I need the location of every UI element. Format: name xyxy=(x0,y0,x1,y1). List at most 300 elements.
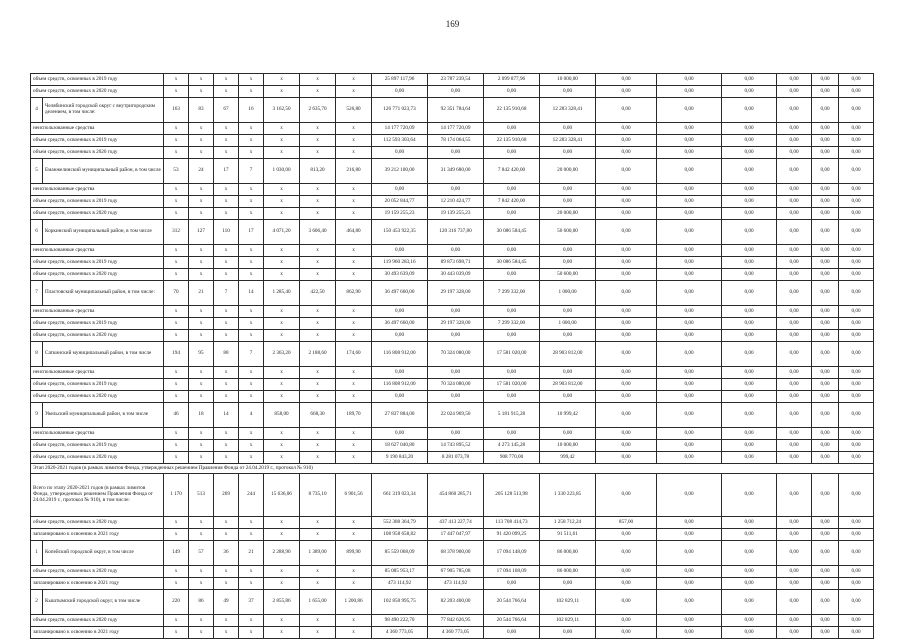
table-cell: 0,00 xyxy=(540,196,596,208)
table-cell: 0,00 xyxy=(722,578,777,590)
table-cell: 526,80 xyxy=(336,98,372,123)
table-cell: x xyxy=(264,578,300,590)
table-cell: 0,00 xyxy=(484,578,540,590)
table-cell: 0,00 xyxy=(722,342,777,367)
table-cell: 1 030,00 xyxy=(264,159,300,184)
table-cell: 21 xyxy=(239,541,264,566)
table-cell: x xyxy=(264,184,300,196)
table-cell: x xyxy=(300,196,336,208)
table-cell: x xyxy=(214,208,239,220)
table-cell: 17 xyxy=(214,159,239,184)
table-cell: x xyxy=(264,196,300,208)
table-cell: 0,00 xyxy=(657,529,722,541)
table-cell: 0,00 xyxy=(484,627,540,639)
table-cell: 28 903 812,00 xyxy=(540,342,596,367)
table-cell: 21 xyxy=(189,281,214,306)
table-cell: x xyxy=(214,306,239,318)
table-cell: 0,00 xyxy=(657,86,722,98)
table-cell: 6 901,56 xyxy=(336,474,372,517)
table-cell: x xyxy=(189,452,214,464)
table-cell: x xyxy=(239,86,264,98)
table-cell: 0,00 xyxy=(722,306,777,318)
table-cell: 70 324 080,00 xyxy=(428,379,484,391)
table-cell: 77 842 626,95 xyxy=(428,615,484,627)
table-cell: 0,00 xyxy=(657,379,722,391)
table-cell: 0,00 xyxy=(777,330,812,342)
table-cell: 119 960 283,16 xyxy=(372,257,428,269)
table-cell: 0,00 xyxy=(596,440,657,452)
table-cell: 3 606,40 xyxy=(300,220,336,245)
table-cell: x xyxy=(214,135,239,147)
table-cell: x xyxy=(264,615,300,627)
table-cell: 0,00 xyxy=(812,440,839,452)
table-cell: x xyxy=(300,86,336,98)
table-cell: 0,00 xyxy=(722,74,777,86)
table-cell: 120 316 737,80 xyxy=(428,220,484,245)
table-cell: x xyxy=(164,257,189,269)
detail-row xyxy=(31,257,874,269)
table-cell: 552 380 364,79 xyxy=(372,517,428,529)
table-cell: 0,00 xyxy=(777,474,812,517)
table-cell: 0,00 xyxy=(657,123,722,135)
table-cell: x xyxy=(300,517,336,529)
table-cell: 0,00 xyxy=(596,257,657,269)
table-cell: x xyxy=(336,330,372,342)
table-cell: 7 xyxy=(214,281,239,306)
table-cell: x xyxy=(189,208,214,220)
row-label: неиспользованные средства xyxy=(31,367,164,379)
table-cell: x xyxy=(264,135,300,147)
table-cell: x xyxy=(336,627,372,639)
table-cell: x xyxy=(164,196,189,208)
table-cell: 473 114,92 xyxy=(372,578,428,590)
table-cell: 1 258 712,24 xyxy=(540,517,596,529)
table-cell: x xyxy=(164,379,189,391)
table-cell: 0,00 xyxy=(722,196,777,208)
row-label: объем средств, освоенных в 2020 году xyxy=(31,269,164,281)
table-cell: 0,00 xyxy=(428,245,484,257)
table-cell: 0,00 xyxy=(657,220,722,245)
table-cell: 0,00 xyxy=(839,147,874,159)
table-cell: 0,00 xyxy=(596,627,657,639)
table-cell: x xyxy=(264,379,300,391)
table-cell: 57 xyxy=(189,541,214,566)
table-cell: 17 447 047,97 xyxy=(428,529,484,541)
table-cell: 14 177 720,09 xyxy=(428,123,484,135)
table-cell: 0,00 xyxy=(777,517,812,529)
table-cell: 0,00 xyxy=(812,257,839,269)
table-cell: 0,00 xyxy=(812,627,839,639)
table-cell: 0,00 xyxy=(657,281,722,306)
table-cell: x xyxy=(164,367,189,379)
table-cell: x xyxy=(164,578,189,590)
table-cell: x xyxy=(214,184,239,196)
table-cell: 50 600,00 xyxy=(540,269,596,281)
table-cell: 0,00 xyxy=(596,590,657,615)
table-cell: x xyxy=(336,257,372,269)
row-label: запланировано к освоению в 2021 году xyxy=(31,529,164,541)
table-cell: 1 000,00 xyxy=(540,318,596,330)
table-cell: 86 000,00 xyxy=(540,541,596,566)
table-cell: 127 xyxy=(189,220,214,245)
table-cell: x xyxy=(189,257,214,269)
table-cell: 113 708 414,73 xyxy=(484,517,540,529)
table-cell: x xyxy=(189,318,214,330)
table-cell: 0,00 xyxy=(372,86,428,98)
table-cell: 85 085 953,17 xyxy=(372,566,428,578)
table-cell: 37 xyxy=(239,590,264,615)
table-cell: x xyxy=(300,367,336,379)
table-cell: 0,00 xyxy=(596,306,657,318)
table-cell: x xyxy=(239,269,264,281)
table-cell: 67 905 785,08 xyxy=(428,566,484,578)
table-cell: 0,00 xyxy=(596,208,657,220)
table-cell: 0,00 xyxy=(540,184,596,196)
table-cell: x xyxy=(300,245,336,257)
municipality-row xyxy=(31,342,874,367)
table-cell: 0,00 xyxy=(777,269,812,281)
table-cell: 88 xyxy=(214,342,239,367)
table-cell: 0,00 xyxy=(657,257,722,269)
table-cell: 0,00 xyxy=(839,379,874,391)
table-body xyxy=(31,74,874,639)
table-cell: 92 351 784,64 xyxy=(428,98,484,123)
municipality-row xyxy=(31,403,874,428)
table-cell: 0,00 xyxy=(657,428,722,440)
table-cell: 0,00 xyxy=(657,330,722,342)
row-number: 8 xyxy=(31,342,43,367)
table-cell: x xyxy=(189,196,214,208)
table-cell: 30 443 039,09 xyxy=(428,269,484,281)
table-cell: x xyxy=(214,196,239,208)
table-cell: 4 273 145,28 xyxy=(484,440,540,452)
table-cell: 0,00 xyxy=(839,184,874,196)
table-cell: 0,00 xyxy=(596,184,657,196)
table-cell: x xyxy=(336,74,372,86)
table-cell: 0,00 xyxy=(777,541,812,566)
table-cell: x xyxy=(189,269,214,281)
table-cell: 0,00 xyxy=(372,367,428,379)
table-cell: x xyxy=(239,428,264,440)
table-cell: 0,00 xyxy=(839,367,874,379)
table-cell: 98 490 222,70 xyxy=(372,615,428,627)
table-cell: 0,00 xyxy=(812,379,839,391)
table-cell: 0,00 xyxy=(812,123,839,135)
detail-row xyxy=(31,318,874,330)
table-cell: x xyxy=(164,517,189,529)
table-cell: 464,80 xyxy=(336,220,372,245)
table-cell: 0,00 xyxy=(839,403,874,428)
table-cell: 0,00 xyxy=(812,318,839,330)
table-cell: 0,00 xyxy=(657,452,722,464)
table-cell: x xyxy=(264,318,300,330)
table-cell: 0,00 xyxy=(839,208,874,220)
detail-row xyxy=(31,367,874,379)
table-cell: 163 xyxy=(164,98,189,123)
detail-row xyxy=(31,428,874,440)
table-cell: x xyxy=(189,330,214,342)
table-cell: 0,00 xyxy=(596,615,657,627)
table-cell: 0,00 xyxy=(839,159,874,184)
table-cell: x xyxy=(164,428,189,440)
table-cell: 0,00 xyxy=(777,74,812,86)
table-cell: x xyxy=(239,318,264,330)
table-cell: 20 544 766,64 xyxy=(484,590,540,615)
row-label: объем средств, освоенных в 2019 году xyxy=(31,196,164,208)
row-label: неиспользованные средства xyxy=(31,245,164,257)
table-cell: x xyxy=(264,306,300,318)
detail-row xyxy=(31,391,874,403)
row-label: объем средств, освоенных в 2019 году xyxy=(31,440,164,452)
table-cell: x xyxy=(300,566,336,578)
municipality-row xyxy=(31,281,874,306)
table-cell: 3 162,50 xyxy=(264,98,300,123)
table-cell: x xyxy=(336,318,372,330)
table-cell: 312 xyxy=(164,220,189,245)
detail-row xyxy=(31,74,874,86)
table-cell: 20 000,00 xyxy=(540,208,596,220)
table-cell: 0,00 xyxy=(722,590,777,615)
table-cell: 0,00 xyxy=(484,391,540,403)
detail-row xyxy=(31,517,874,529)
table-cell: 17 xyxy=(239,220,264,245)
table-cell: 39 212 100,00 xyxy=(372,159,428,184)
detail-row xyxy=(31,269,874,281)
table-cell: 0,00 xyxy=(777,452,812,464)
table-cell: 5 181 915,28 xyxy=(484,403,540,428)
table-cell: x xyxy=(239,184,264,196)
table-cell: x xyxy=(164,269,189,281)
table-cell: 0,00 xyxy=(812,517,839,529)
table-cell: 0,00 xyxy=(777,123,812,135)
table-cell: 0,00 xyxy=(596,379,657,391)
table-cell: x xyxy=(264,74,300,86)
table-cell: 0,00 xyxy=(596,529,657,541)
municipality-name: Коркинский муниципальный район, в том числе xyxy=(43,220,164,245)
table-cell: 0,00 xyxy=(812,403,839,428)
table-cell: 2 635,70 xyxy=(300,98,336,123)
table-cell: 8 281 073,78 xyxy=(428,452,484,464)
table-cell: 999,42 xyxy=(540,452,596,464)
table-cell: x xyxy=(336,566,372,578)
table-cell: x xyxy=(336,578,372,590)
table-cell: 0,00 xyxy=(839,615,874,627)
table-cell: x xyxy=(264,517,300,529)
table-cell: x xyxy=(239,452,264,464)
table-cell: 857,00 xyxy=(596,517,657,529)
table-cell: 0,00 xyxy=(596,318,657,330)
table-cell: 0,00 xyxy=(839,306,874,318)
table-cell: 0,00 xyxy=(839,440,874,452)
row-label: объем средств, освоенных в 2020 году xyxy=(31,517,164,529)
table-cell: 0,00 xyxy=(596,403,657,428)
table-cell: x xyxy=(239,615,264,627)
table-cell: x xyxy=(189,74,214,86)
table-cell: 7 xyxy=(239,342,264,367)
table-cell: 25 897 117,96 xyxy=(372,74,428,86)
row-label: запланировано к освоению в 2021 году xyxy=(31,627,164,639)
table-cell: x xyxy=(336,440,372,452)
table-cell: 102 829,11 xyxy=(540,590,596,615)
table-cell: 0,00 xyxy=(722,159,777,184)
table-cell: 0,00 xyxy=(540,257,596,269)
table-cell: 116 808 912,00 xyxy=(372,379,428,391)
table-cell: 0,00 xyxy=(812,98,839,123)
table-cell: 0,00 xyxy=(657,184,722,196)
table-cell: 126 771 023,73 xyxy=(372,98,428,123)
table-cell: 0,00 xyxy=(484,269,540,281)
table-cell: 0,00 xyxy=(839,578,874,590)
table-cell: x xyxy=(300,428,336,440)
table-cell: x xyxy=(239,306,264,318)
detail-row xyxy=(31,578,874,590)
row-label: объем средств, освоенных в 2020 году xyxy=(31,208,164,220)
table-cell: x xyxy=(189,245,214,257)
table-cell: x xyxy=(264,269,300,281)
table-cell: 0,00 xyxy=(777,245,812,257)
table-cell: 0,00 xyxy=(722,474,777,517)
table-cell: x xyxy=(239,208,264,220)
table-cell: 0,00 xyxy=(540,428,596,440)
table-cell: 8 735,10 xyxy=(300,474,336,517)
table-cell: 513 xyxy=(189,474,214,517)
table-cell: 1 000,00 xyxy=(540,281,596,306)
table-cell: x xyxy=(300,184,336,196)
table-cell: x xyxy=(264,330,300,342)
table-cell: 0,00 xyxy=(657,615,722,627)
table-cell: x xyxy=(214,428,239,440)
table-cell: x xyxy=(164,135,189,147)
table-cell: x xyxy=(214,318,239,330)
row-number: 4 xyxy=(31,98,43,123)
table-cell: 36 497 660,00 xyxy=(372,318,428,330)
table-cell: 0,00 xyxy=(777,220,812,245)
table-cell: x xyxy=(264,208,300,220)
table-cell: 18 627 040,80 xyxy=(372,440,428,452)
table-cell: x xyxy=(239,74,264,86)
table-cell: x xyxy=(300,269,336,281)
table-cell: 112 593 303,64 xyxy=(372,135,428,147)
table-cell: x xyxy=(189,566,214,578)
table-cell: x xyxy=(214,566,239,578)
table-cell: x xyxy=(214,269,239,281)
table-cell: 17 094 148,09 xyxy=(484,541,540,566)
table-cell: x xyxy=(336,428,372,440)
table-cell: 0,00 xyxy=(777,281,812,306)
table-cell: x xyxy=(214,147,239,159)
table-cell: 0,00 xyxy=(839,220,874,245)
table-cell: 0,00 xyxy=(372,184,428,196)
detail-row xyxy=(31,306,874,318)
table-cell: 0,00 xyxy=(777,257,812,269)
table-cell: x xyxy=(214,257,239,269)
table-cell: x xyxy=(300,440,336,452)
table-cell: x xyxy=(164,615,189,627)
table-cell: 0,00 xyxy=(657,318,722,330)
table-cell: 0,00 xyxy=(812,541,839,566)
row-number: 7 xyxy=(31,281,43,306)
table-cell: 0,00 xyxy=(657,440,722,452)
row-label: объем средств, освоенных в 2019 году xyxy=(31,135,164,147)
detail-row xyxy=(31,627,874,639)
table-cell: x xyxy=(189,147,214,159)
table-cell: 0,00 xyxy=(596,578,657,590)
detail-row xyxy=(31,440,874,452)
table-cell: 0,00 xyxy=(722,452,777,464)
table-cell: 36 xyxy=(214,541,239,566)
table-cell: x xyxy=(336,135,372,147)
municipality-name: Кыштымский городской округ, в том числе xyxy=(43,590,164,615)
table-cell: 0,00 xyxy=(777,159,812,184)
table-cell: x xyxy=(264,123,300,135)
table-cell: 0,00 xyxy=(540,86,596,98)
table-cell: 0,00 xyxy=(839,123,874,135)
row-label: объем средств, освоенных в 2020 году xyxy=(31,330,164,342)
table-cell: 0,00 xyxy=(812,208,839,220)
table-cell: 0,00 xyxy=(722,147,777,159)
table-cell: x xyxy=(164,306,189,318)
table-cell: x xyxy=(264,529,300,541)
table-cell: x xyxy=(239,379,264,391)
table-cell: 30 086 584,45 xyxy=(484,257,540,269)
table-cell: x xyxy=(239,566,264,578)
table-cell: 0,00 xyxy=(722,184,777,196)
table-cell: 0,00 xyxy=(839,529,874,541)
table-cell: 0,00 xyxy=(657,517,722,529)
detail-row xyxy=(31,452,874,464)
table-cell: 0,00 xyxy=(839,474,874,517)
table-cell: 0,00 xyxy=(839,281,874,306)
table-cell: 4 360 773,05 xyxy=(372,627,428,639)
detail-row xyxy=(31,184,874,196)
table-cell: 205 128 513,98 xyxy=(484,474,540,517)
table-cell: x xyxy=(300,627,336,639)
table-cell: 23 787 239,54 xyxy=(428,74,484,86)
table-cell: 0,00 xyxy=(777,184,812,196)
table-cell: 149 xyxy=(164,541,189,566)
stage-total-row xyxy=(31,474,874,517)
table-cell: 0,00 xyxy=(657,474,722,517)
row-label: объем средств, освоенных в 2020 году xyxy=(31,452,164,464)
table-cell: 862,90 xyxy=(336,281,372,306)
table-cell: 0,00 xyxy=(540,627,596,639)
table-cell: 10 999,42 xyxy=(540,403,596,428)
table-cell: 0,00 xyxy=(777,367,812,379)
table-cell: x xyxy=(189,123,214,135)
municipality-row xyxy=(31,220,874,245)
table-cell: 0,00 xyxy=(839,428,874,440)
table-cell: 899,90 xyxy=(336,541,372,566)
table-cell: 0,00 xyxy=(657,541,722,566)
table-cell: 0,00 xyxy=(657,367,722,379)
table-cell: 858,00 xyxy=(264,403,300,428)
table-cell: 0,00 xyxy=(812,452,839,464)
table-cell: x xyxy=(300,135,336,147)
table-cell: x xyxy=(164,529,189,541)
table-cell: 908 770,00 xyxy=(484,452,540,464)
row-number: 9 xyxy=(31,403,43,428)
table-cell: 7 xyxy=(239,159,264,184)
table-cell: 0,00 xyxy=(540,306,596,318)
table-cell: x xyxy=(300,147,336,159)
table-cell: 0,00 xyxy=(428,391,484,403)
table-cell: 0,00 xyxy=(839,245,874,257)
table-cell: 0,00 xyxy=(839,541,874,566)
row-label: объем средств, освоенных в 2020 году xyxy=(31,615,164,627)
table-cell: 0,00 xyxy=(657,135,722,147)
row-label: неиспользованные средства xyxy=(31,123,164,135)
table-cell: 14 xyxy=(214,403,239,428)
